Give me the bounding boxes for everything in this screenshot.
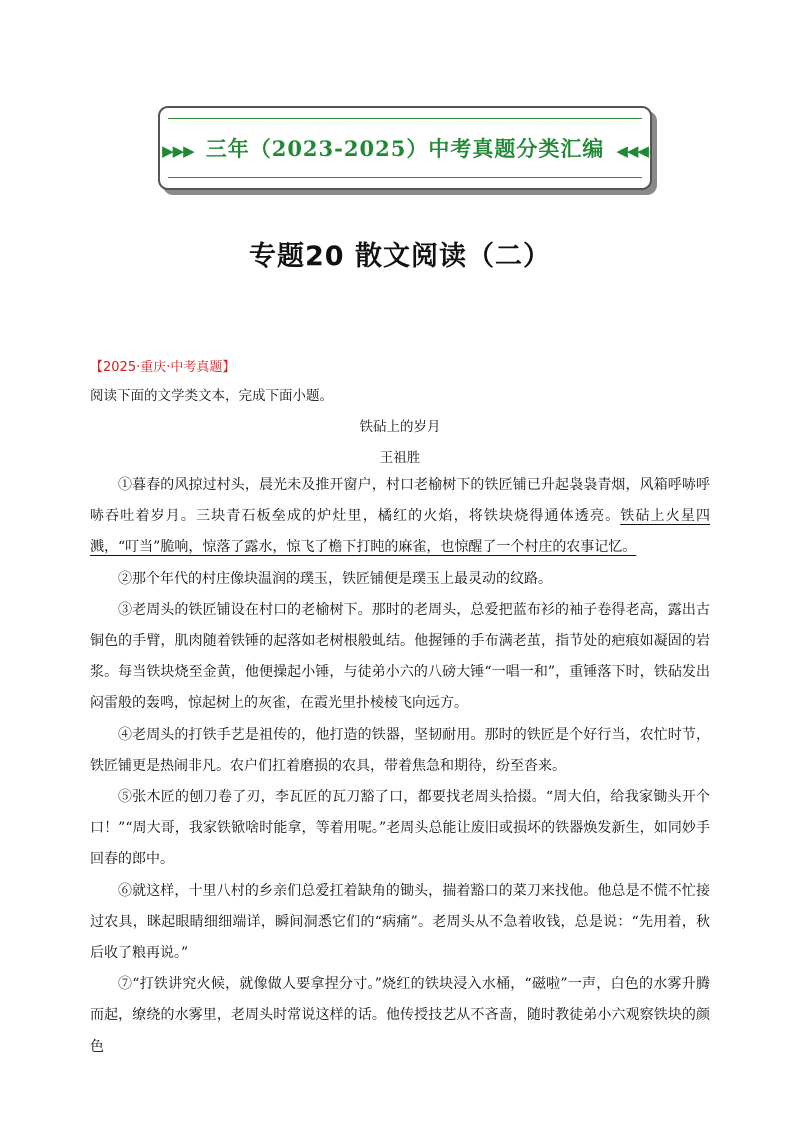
banner-inner-frame (162, 118, 648, 178)
source-tag: 【2025·重庆·中考真题】 (90, 360, 236, 375)
paragraph-1-underlined-sentence: 铁砧上火星四溅，“叮当”脆响，惊落了露水，惊飞了檐下打盹的麻雀，也惊醒了一个村庄的农事记忆。 (90, 508, 710, 556)
topic-title: 专题20 散文阅读（二） (249, 241, 551, 272)
paragraph-1-text: ①暮春的风掠过村头，晨光未及推开窗户，村口老榆树下的铁匠铺已升起袅袅青烟，风箱呼哧呼哧吞吐着岁月。三块青石板垒成的炉灶里，橘红的火焰，将铁块烧得通体透亮。 (90, 477, 710, 525)
right-arrows-icon: ◀◀◀ (616, 142, 648, 160)
paragraph-1 (90, 470, 710, 564)
essay-body (90, 470, 710, 1063)
paragraph-6: ⑥就这样，十里八村的乡亲们总爱扛着缺角的锄头，揣着豁口的菜刀来找他。他总是不慌不忙接过农具，眯起眼睛细细端详，瞬间洞悉它们的“病痛”。老周头从不急着收钱，总是说：“先用着，秋后收了粮再说。” (90, 882, 710, 962)
banner-text: 三年（2023-2025）中考真题分类汇编 (205, 136, 605, 161)
paragraph-7: ⑦“打铁讲究火候，就像做人要拿捏分寸。”烧红的铁块浸入水桶，“磁啦”一声，白色的水雾升腾而起，缭绕的水雾里，老周头时常说这样的话。他传授技艺从不吝啬，随时教徒弟小六观察铁块的颜色 (90, 976, 710, 1055)
paragraph-4: ④老周头的打铁手艺是祖传的，他打造的铁器，坚韧耐用。那时的铁匠是个好行当，农忙时节，铁匠铺更是热闹非凡。农户们扛着磨损的农具，带着焦急和期待，纷至沓来。 (90, 726, 710, 774)
paragraph-5: ⑤张木匠的刨刀卷了刃，李瓦匠的瓦刀豁了口，都要找老周头拾掇。“周大伯，给我家锄头开个口！”“周大哥，我家铁锨啥时能拿，等着用呢。”老周头总能让废旧或损坏的铁器焕发新生，如同妙手回春的郎中。 (90, 789, 710, 868)
left-arrows-icon: ▶▶▶ (162, 142, 194, 160)
essay-author: 王祖胜 (379, 450, 421, 466)
paragraph-2: ②那个年代的村庄像块温润的璞玉，铁匠铺便是璞玉上最灵动的纹路。 (118, 570, 552, 587)
instruction-text: 阅读下面的文学类文本，完成下面小题。 (90, 388, 333, 404)
series-banner (158, 106, 652, 190)
paragraph-3: ③老周头的铁匠铺设在村口的老榆树下。那时的老周头，总爱把蓝布衫的袖子卷得老高，露出古铜色的手臂，肌肉随着铁锤的起落如老树根般虬结。他握锤的手布满老茧，指节处的疤痕如凝固的岩浆。每当铁块烧至金黄，他便操起小锤，与徒弟小六的八磅大锤“一唱一和”，重锤落下时，铁砧发出闷雷般的轰鸣，惊起树上的灰雀，在霞光里扑棱棱飞向远方。 (90, 601, 710, 712)
essay-title: 铁砧上的岁月 (359, 419, 441, 435)
banner-title (162, 133, 648, 163)
